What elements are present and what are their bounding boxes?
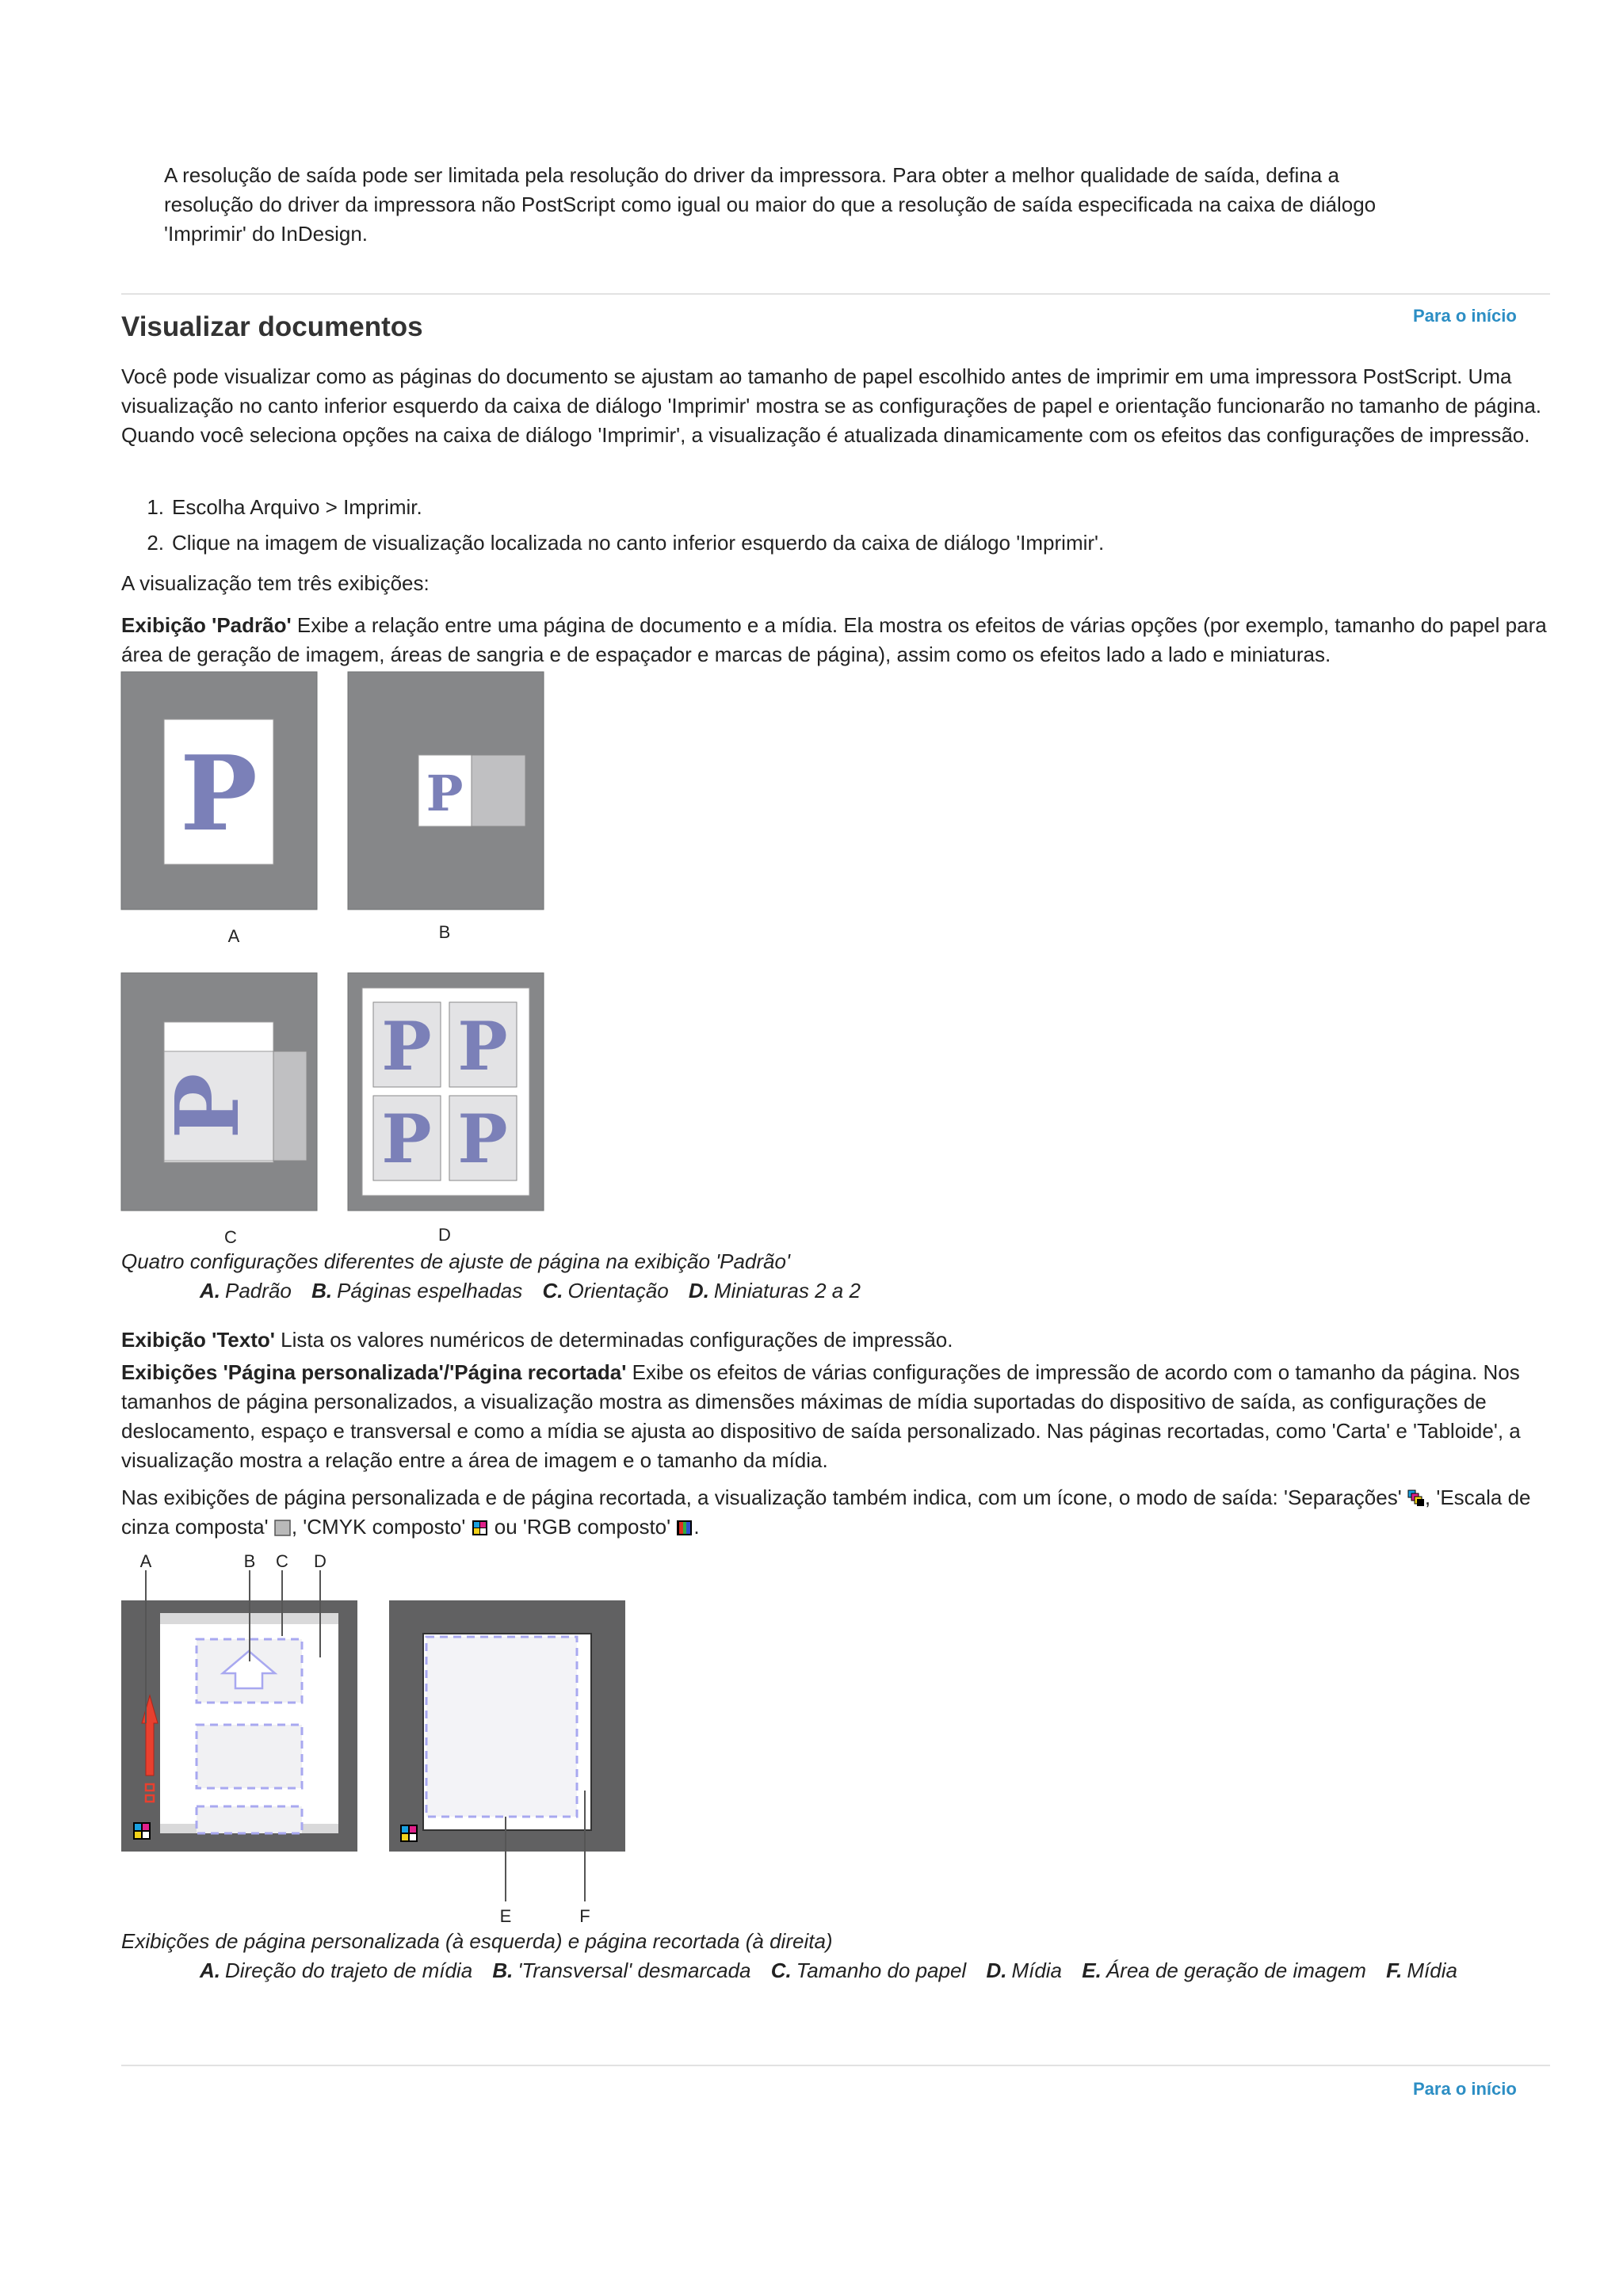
glyph-p: P	[457, 1100, 508, 1178]
views-intro: A visualização tem três exibições:	[121, 571, 430, 595]
custom-page-view	[121, 1553, 357, 1852]
figure2-label-e: E	[499, 1906, 512, 1926]
figure-label-b: B	[438, 922, 451, 942]
figure2-label-b: B	[243, 1553, 256, 1571]
figure2-legend: A. Direção do trajeto de mídia B. 'Transversal' desmarcada C. Tamanho do papel D. Mídia E. Área de geração de imagem F. Mídia	[200, 1958, 1457, 1982]
figure-label-d: D	[438, 1225, 451, 1245]
thumb-c	[121, 973, 317, 1247]
term-texto: Exibição 'Texto'	[121, 1328, 275, 1352]
figure2-label-d: D	[314, 1553, 327, 1571]
divider	[121, 2065, 1550, 2066]
thumb-b	[348, 672, 544, 942]
figure1-caption: Quatro configurações diferentes de ajuste de página na exibição 'Padrão'	[121, 1249, 790, 1273]
back-to-top-link[interactable]: Para o início	[1413, 2079, 1517, 2099]
term-personalizada: Exibições 'Página personalizada'/'Página recortada'	[121, 1360, 627, 1384]
glyph-p: P	[156, 1073, 258, 1139]
back-to-top-link[interactable]: Para o início	[1413, 306, 1517, 326]
glyph-p: P	[381, 1007, 432, 1085]
term-padrao: Exibição 'Padrão'	[121, 613, 292, 637]
figure-label-a: A	[227, 926, 240, 946]
cropped-page-view	[389, 1600, 625, 1926]
thumb-d	[348, 973, 544, 1245]
divider	[121, 293, 1550, 295]
figure2-label-f: F	[579, 1906, 590, 1926]
grayscale-composite-icon	[274, 1515, 292, 1532]
glyph-p: P	[180, 733, 258, 854]
figure2-caption: Exibições de página personalizada (à esquerda) e página recortada (à direita)	[121, 1929, 833, 1953]
glyph-p: P	[426, 765, 464, 822]
list-item: 2. Clique na imagem de visualização localizada no canto inferior esquerdo da caixa de diálogo 'Imprimir'.	[147, 531, 1105, 555]
separations-icon	[1407, 1486, 1425, 1503]
view-texto-desc: Exibição 'Texto' Lista os valores numéricos de determinadas configurações de impressão.	[121, 1328, 953, 1352]
figure2-label-a: A	[139, 1553, 152, 1571]
view-padrao-desc: Exibição 'Padrão' Exibe a relação entre uma página de documento e a mídia. Ela mostra os efeitos de várias opções (por exemplo, tamanho do papel para área de geração de imagem, áreas de sangria e de espaçador e marcas de página), assim como os efeitos lado a lado e miniaturas.	[121, 613, 1547, 666]
figure2-label-c: C	[276, 1553, 288, 1571]
figure-label-c: C	[224, 1227, 237, 1247]
note-paragraph: A resolução de saída pode ser limitada pela resolução do driver da impressora. Para obter a melhor qualidade de saída, defina a resolução do driver da impressora não PostScript como igual ou maior do que a resolução de saída especificada na caixa de diálogo 'Imprimir' do InDesign.	[164, 163, 1377, 246]
list-item: 1. Escolha Arquivo > Imprimir.	[147, 495, 422, 519]
figure-custom-cropped-views	[117, 1553, 640, 1933]
figure-page-fit-views	[119, 669, 555, 1256]
output-modes-paragraph: Nas exibições de página personalizada e de página recortada, a visualização também indica, com um ícone, o modo de saída: 'Separações' , 'Escala de cinza composta' , 'CMYK composto' ou 'RGB composto' .	[121, 1486, 1531, 1539]
glyph-p: P	[381, 1100, 432, 1178]
intro-paragraph: Você pode visualizar como as páginas do documento se ajustam ao tamanho de papel escolhido antes de imprimir em uma impressora PostScript. Uma visualização no canto inferior esquerdo da caixa de diálogo 'Imprimir' mostra se as configurações de papel e orientação funcionarão no tamanho de página. Quando você seleciona opções na caixa de diálogo 'Imprimir', a visualização é atualizada dinamicamente com os efeitos das configurações de impressão.	[121, 364, 1542, 447]
cmyk-composite-icon	[133, 1822, 151, 1840]
cmyk-composite-icon	[472, 1515, 489, 1532]
steps-list	[121, 493, 1389, 564]
view-personalizada-desc: Exibições 'Página personalizada'/'Página recortada' Exibe os efeitos de várias configurações de impressão de acordo com o tamanho da página. Nos tamanhos de página personalizados, a visualização mostra as dimensões máximas de mídia suportadas do dispositivo de saída, as configurações de deslocamento, espaço e transversal e como a mídia se ajusta ao dispositivo de saída personalizado. Nas páginas recortadas, como 'Carta' e 'Tabloide', a visualização mostra a relação entre a área de imagem e o tamanho da mídia.	[121, 1360, 1521, 1472]
thumb-a	[121, 672, 317, 946]
figure1-legend: A. Padrão B. Páginas espelhadas C. Orientação D. Miniaturas 2 a 2	[200, 1279, 861, 1302]
glyph-p: P	[457, 1007, 508, 1085]
section-heading: Visualizar documentos	[121, 311, 423, 342]
cmyk-composite-icon	[400, 1825, 418, 1842]
rgb-composite-icon	[676, 1515, 693, 1532]
